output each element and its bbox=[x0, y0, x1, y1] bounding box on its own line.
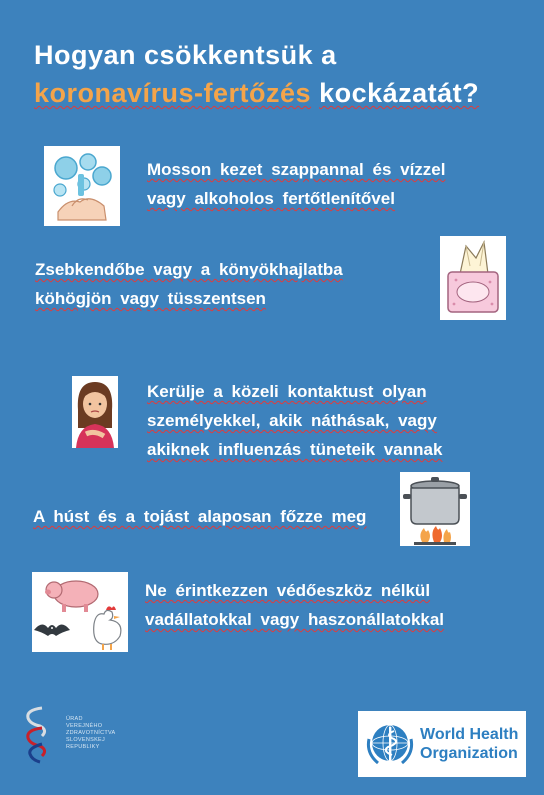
tip-sneeze bbox=[35, 255, 343, 313]
page-title bbox=[34, 36, 514, 112]
tip-cook bbox=[33, 502, 366, 531]
tip-handwash-line-1: Mosson kezet szappannal és vízzel bbox=[147, 160, 446, 179]
animals-icon bbox=[32, 572, 128, 652]
ministry-name bbox=[66, 716, 116, 751]
title-line-2 bbox=[34, 74, 514, 112]
tissue-box-icon bbox=[440, 236, 506, 320]
ministry-line-4: SLOVENSKEJ bbox=[66, 737, 106, 743]
cooking-pot-icon bbox=[400, 472, 470, 546]
ministry-logo-icon bbox=[20, 704, 50, 766]
sick-person-icon bbox=[72, 376, 118, 448]
tip-sneeze-line-1: Zsebkendőbe vagy a könyökhajlatba bbox=[35, 260, 343, 279]
tip-handwash bbox=[147, 155, 445, 213]
tip-contact-line-3: akiknek influenzás tüneteik vannak bbox=[147, 440, 443, 459]
ministry-line-3: ZDRAVOTNÍCTVA bbox=[66, 730, 116, 736]
title-rest: kockázatát? bbox=[319, 78, 480, 108]
tip-animals bbox=[145, 576, 444, 634]
tip-contact-line-2: személyekkel, akik náthásak, vagy bbox=[147, 411, 437, 430]
who-line-1: World Health bbox=[420, 726, 519, 743]
who-logo-box bbox=[358, 711, 526, 777]
tip-animals-line-2: vadállatokkal vagy haszonállatokkal bbox=[145, 610, 445, 629]
title-line-1: Hogyan csökkentsük a bbox=[34, 40, 337, 70]
ministry-line-2: VEREJNÉHO bbox=[66, 723, 103, 729]
tip-handwash-line-2: vagy alkoholos fertőtlenítővel bbox=[147, 189, 395, 208]
tip-cook-line-1: A húst és a tojást alaposan főzze meg bbox=[33, 507, 367, 526]
who-emblem-icon bbox=[364, 719, 416, 769]
title-accent: koronavírus-fertőzés bbox=[34, 78, 312, 108]
tip-animals-line-1: Ne érintkezzen védőeszköz nélkül bbox=[145, 581, 431, 600]
tip-contact bbox=[147, 377, 442, 464]
who-line-2: Organization bbox=[420, 745, 518, 762]
handwash-icon bbox=[44, 146, 120, 226]
tip-sneeze-line-2: köhögjön vagy tüsszentsen bbox=[35, 289, 266, 308]
tip-contact-line-1: Kerülje a közeli kontaktust olyan bbox=[147, 382, 427, 401]
ministry-line-1: ÚRAD bbox=[66, 716, 83, 722]
ministry-line-5: REPUBLIKY bbox=[66, 744, 100, 750]
who-name bbox=[420, 725, 518, 763]
